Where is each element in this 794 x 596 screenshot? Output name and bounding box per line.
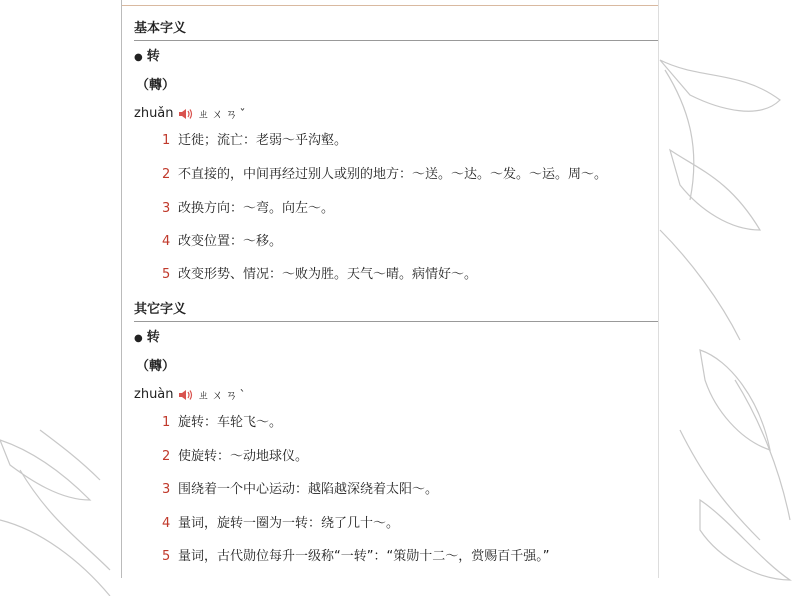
basic-pronunciation: [134, 105, 248, 123]
basic-definition-2: [162, 166, 607, 184]
other-character-entry: [134, 329, 160, 348]
definition-text: 改换方向：～弯。向左～。: [178, 201, 335, 216]
basic-pinyin: zhuǎn: [134, 106, 174, 121]
definition-text: 不直接的，中间再经过别人或别的地方：～送。～达。～发。～运。周～。: [178, 167, 608, 182]
bullet-icon: ●: [134, 52, 143, 63]
speaker-icon[interactable]: [178, 389, 194, 401]
other-character: 转: [146, 330, 160, 345]
definition-text: 旋转：车轮飞～。: [178, 415, 283, 430]
other-definition-2: [162, 448, 308, 466]
other-definition-1: [162, 414, 282, 432]
speaker-icon[interactable]: [178, 108, 194, 120]
basic-definition-5: [162, 266, 477, 284]
basic-traditional: （轉）: [136, 78, 176, 93]
top-divider: [122, 5, 658, 6]
bullet-icon: ●: [134, 333, 143, 344]
definition-text: 迁徙；流亡：老弱～乎沟壑。: [178, 133, 348, 148]
basic-zhuyin: ㄓㄨㄢˇ: [197, 107, 248, 121]
definition-number: 4: [162, 234, 171, 249]
definition-number: 2: [162, 167, 171, 182]
other-definition-5: [162, 548, 549, 566]
definition-text: 量词，古代勋位每升一级称“一转”：“策勋十二～，赏赐百千强。”: [178, 549, 550, 564]
basic-heading: 基本字义: [134, 18, 658, 41]
other-pinyin: zhuàn: [134, 387, 174, 402]
basic-character-entry: [134, 48, 160, 67]
other-definition-4: [162, 515, 399, 533]
definition-number: 3: [162, 482, 171, 497]
basic-definition-4: [162, 233, 282, 251]
definition-text: 围绕着一个中心运动：越陷越深绕着太阳～。: [178, 482, 439, 497]
other-heading: 其它字义: [134, 299, 658, 322]
definition-number: 5: [162, 549, 171, 564]
definition-text: 改变形势、情况：～败为胜。天气～晴。病情好～。: [178, 267, 478, 282]
definition-number: 3: [162, 201, 171, 216]
definition-number: 2: [162, 449, 171, 464]
definition-number: 4: [162, 516, 171, 531]
definition-number: 5: [162, 267, 171, 282]
basic-character: 转: [146, 49, 160, 64]
other-zhuyin: ㄓㄨㄢˋ: [197, 388, 248, 402]
other-traditional: （轉）: [136, 359, 176, 374]
definition-text: 量词，旋转一圈为一转：绕了几十～。: [178, 516, 400, 531]
other-definition-3: [162, 481, 438, 499]
dictionary-panel: [121, 0, 659, 578]
basic-definition-1: [162, 132, 347, 150]
other-pronunciation: [134, 386, 248, 404]
definition-text: 使旋转：～动地球仪。: [178, 449, 309, 464]
definition-number: 1: [162, 415, 171, 430]
basic-definition-3: [162, 200, 334, 218]
definition-number: 1: [162, 133, 171, 148]
definition-text: 改变位置：～移。: [178, 234, 283, 249]
